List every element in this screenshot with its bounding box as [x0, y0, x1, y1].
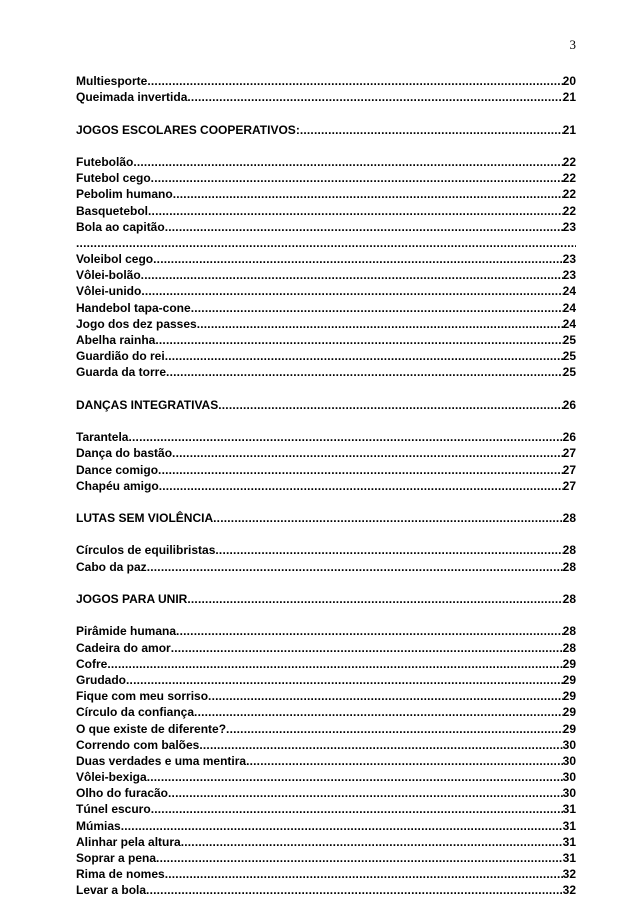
- toc-entry-title: Abelha rainha: [76, 333, 156, 347]
- toc-entry: [76, 73, 576, 89]
- toc-dot-leader: [158, 462, 563, 478]
- toc-section-heading: [76, 510, 576, 526]
- toc-entry-title: Multiesporte: [76, 74, 148, 88]
- toc-dot-leader: [246, 753, 563, 769]
- toc-entry-page: 29: [562, 689, 576, 704]
- toc-entry-title: Chapéu amigo: [76, 478, 159, 493]
- toc-entry: [76, 89, 576, 105]
- toc-entry: [76, 364, 576, 380]
- toc-entry-title: Correndo com balões: [76, 737, 200, 752]
- toc-entry-title: Bola ao capitão: [76, 219, 165, 234]
- toc-entry: [76, 640, 576, 656]
- toc-dot-leader: [147, 559, 563, 575]
- toc-entry-page: 24: [562, 300, 576, 315]
- toc-entry-page: 31: [562, 834, 576, 849]
- toc-entry-title: Cadeira do amor: [76, 640, 171, 655]
- toc-entry-title: Túnel escuro: [76, 802, 151, 817]
- toc-dot-leader: [153, 251, 563, 267]
- toc-entry: [76, 186, 576, 202]
- toc-entry-page: 21: [562, 122, 576, 137]
- toc-entry: [76, 462, 576, 478]
- toc-entry-page: 22: [562, 187, 576, 202]
- toc-entry-title: Olho do furacão: [76, 786, 169, 801]
- toc-dot-leader: [121, 818, 563, 834]
- toc-entry-title: Grudado: [76, 672, 126, 687]
- toc-dot-leader: [187, 89, 562, 105]
- toc-entry: [76, 348, 576, 364]
- toc-entry: [76, 300, 576, 316]
- toc-entry-page: 28: [562, 511, 576, 526]
- toc-entry: [76, 203, 576, 219]
- toc-dot-leader: [176, 623, 563, 639]
- toc-entry: [76, 801, 576, 817]
- toc-entry-title: JOGOS PARA UNIR: [76, 592, 188, 606]
- toc-entry-title: Múmias: [76, 818, 121, 833]
- toc-entry-title: Guarda da torre: [76, 365, 167, 380]
- toc-entry-title: Basquetebol: [76, 203, 149, 218]
- toc-entry-title: Pebolim humano: [76, 187, 173, 202]
- toc-entry-page: 29: [562, 656, 576, 671]
- toc-dot-leader: [107, 656, 562, 672]
- toc-entry-page: 30: [562, 770, 576, 785]
- toc-entry: [76, 542, 576, 558]
- toc-entry-title: Círculos de equilibristas: [76, 543, 216, 558]
- toc-entry-page: 28: [562, 624, 576, 639]
- toc-entry: [76, 769, 576, 785]
- toc-spacer: [76, 105, 576, 121]
- toc-dot-leader: [166, 364, 563, 380]
- toc-entry-page: 31: [562, 851, 576, 865]
- toc-entry: [76, 656, 576, 672]
- toc-dot-leader: [141, 267, 563, 283]
- toc-dot-leader: [208, 688, 563, 704]
- toc-spacer: [76, 575, 576, 591]
- page-number: 3: [569, 37, 576, 52]
- toc-spacer: [76, 413, 576, 429]
- toc-entry-title: Futebolão: [76, 154, 134, 169]
- toc-entry-page: 25: [562, 349, 576, 364]
- toc-entry-title: Soprar a pena: [76, 851, 157, 865]
- toc-dot-leader: [215, 542, 562, 558]
- toc-entry-page: 28: [562, 543, 576, 558]
- toc-entry: [76, 154, 576, 170]
- toc-dot-leader: [300, 122, 563, 138]
- toc-dot-leader: [133, 154, 562, 170]
- toc-entry-title: Dança do bastão: [76, 446, 173, 461]
- toc-dot-leader: [194, 704, 563, 720]
- toc-entry-title: Futebol cego: [76, 171, 151, 186]
- toc-dot-leader: [226, 721, 563, 737]
- toc-dot-leader: [197, 316, 563, 332]
- toc-entry-page: 24: [562, 316, 576, 331]
- toc-dot-leader: [141, 283, 562, 299]
- toc-entry: [76, 672, 576, 688]
- toc-spacer: [76, 494, 576, 510]
- toc-entry-title: LUTAS SEM VIOLÊNCIA: [76, 511, 214, 526]
- toc-dot-leader: [147, 73, 562, 89]
- toc-entry-title: Handebol tapa-cone: [76, 300, 191, 315]
- toc-entry-title: Círculo da confiança: [76, 705, 195, 720]
- toc-entry-page: 30: [562, 737, 576, 752]
- toc-dot-leader: [171, 640, 563, 656]
- toc-dot-leader: [159, 478, 563, 494]
- toc-entry: [76, 737, 576, 753]
- toc-entry-title: Duas verdades e uma mentira: [76, 753, 247, 768]
- toc-entry-page: 27: [562, 478, 576, 493]
- toc-entry-title: Rima de nomes: [76, 867, 165, 882]
- toc-entry-title: Voleibol cego: [76, 252, 154, 267]
- toc-entry-page: 22: [562, 171, 576, 186]
- toc-entry: [76, 785, 576, 801]
- toc-dot-leader: [165, 219, 563, 235]
- toc-entry: [76, 882, 576, 898]
- toc-entry-page: 27: [562, 462, 576, 477]
- toc-entry-page: 22: [562, 203, 576, 218]
- toc-entry: [76, 478, 576, 494]
- toc-entry-page: 30: [562, 753, 576, 768]
- toc-entry-title: Vôlei-bolão: [76, 268, 141, 283]
- toc-dot-leader: [213, 510, 563, 526]
- toc-dot-leader: [128, 429, 562, 445]
- toc-entry-page: 29: [562, 721, 576, 736]
- toc-entry-page: 29: [562, 672, 576, 687]
- toc-entry-page: 26: [562, 430, 576, 445]
- toc-entry: [76, 721, 576, 737]
- toc-entry: [76, 850, 576, 866]
- toc-dot-leader: [199, 737, 562, 753]
- toc-entry-page: 28: [562, 640, 576, 655]
- toc-dot-leader: [181, 834, 563, 850]
- toc-entry-page: 24: [562, 284, 576, 299]
- toc-entry-title: Tarantela: [76, 430, 129, 445]
- toc-spacer: [76, 607, 576, 623]
- toc-dot-leader: [147, 769, 563, 785]
- toc-entry-page: 29: [562, 705, 576, 720]
- toc-entry-page: 23: [562, 219, 576, 234]
- toc-entry-page: 27: [562, 446, 576, 461]
- toc-entry-title: Vôlei-unido: [76, 284, 142, 299]
- toc-entry-title: Jogo dos dez passes: [76, 316, 197, 331]
- toc-entry: [76, 559, 576, 575]
- toc-entry-page: 22: [562, 154, 576, 169]
- toc-dot-leader: [165, 348, 563, 364]
- toc-entry: [76, 688, 576, 704]
- toc-dot-leader: [146, 882, 563, 898]
- toc-entry-page: 28: [562, 592, 576, 606]
- toc-entry-title: O que existe de diferente?: [76, 721, 227, 736]
- toc-entry: [76, 170, 576, 186]
- toc-dot-leader: [191, 300, 563, 316]
- toc-entry: [76, 753, 576, 769]
- toc-entry: [76, 445, 576, 461]
- toc-entry-title: Dance comigo: [76, 462, 159, 477]
- toc-entry-page: 23: [562, 252, 576, 267]
- toc-entry-title: Cofre: [76, 656, 108, 671]
- toc-entry: [76, 219, 576, 235]
- toc-dot-leader: [187, 591, 562, 607]
- toc-entry: [76, 834, 576, 850]
- toc-entry-page: 32: [562, 883, 576, 898]
- toc-dot-leader: [165, 866, 563, 882]
- toc-dot-leader: [151, 170, 563, 186]
- toc-dotted-leader-row: [76, 235, 576, 251]
- toc-dot-leader: [168, 785, 563, 801]
- toc-entry: [76, 704, 576, 720]
- toc-dot-leader: [218, 397, 562, 413]
- toc-entry-title: Queimada invertida: [76, 90, 188, 105]
- toc-spacer: [76, 138, 576, 154]
- toc-dot-leader: [126, 672, 563, 688]
- toc-entry-title: JOGOS ESCOLARES COOPERATIVOS:: [76, 122, 300, 137]
- toc-entry-page: 30: [562, 786, 576, 801]
- toc-dot-leader: [172, 445, 563, 461]
- toc-spacer: [76, 381, 576, 397]
- toc-entry-title: DANÇAS INTEGRATIVAS: [76, 397, 219, 412]
- toc-entry-page: 25: [562, 365, 576, 380]
- toc-entry-page: 25: [562, 333, 576, 347]
- toc-dot-leader: [151, 801, 563, 817]
- toc-entry-title: Pirâmide humana: [76, 624, 177, 639]
- toc-entry: [76, 332, 576, 348]
- toc-spacer: [76, 526, 576, 542]
- toc-section-heading: [76, 397, 576, 413]
- toc-entry: [76, 818, 576, 834]
- toc-entry: [76, 251, 576, 267]
- toc-entry-page: 32: [562, 867, 576, 882]
- toc-entry-title: Fique com meu sorriso: [76, 689, 209, 704]
- table-of-contents: [76, 73, 576, 899]
- toc-entry: [76, 267, 576, 283]
- toc-entry-page: 28: [562, 559, 576, 574]
- toc-entry-title: Vôlei-bexiga: [76, 770, 147, 785]
- toc-dot-leader: [155, 332, 562, 348]
- toc-entry-page: 20: [562, 74, 576, 88]
- toc-entry: [76, 316, 576, 332]
- toc-entry: [76, 429, 576, 445]
- toc-entry-page: 23: [562, 268, 576, 283]
- toc-entry-title: Alinhar pela altura: [76, 834, 181, 849]
- toc-entry-page: 31: [562, 818, 576, 833]
- toc-dot-leader: [76, 235, 576, 251]
- toc-entry-page: 21: [562, 90, 576, 105]
- toc-entry: [76, 623, 576, 639]
- toc-entry-title: Levar a bola: [76, 883, 147, 898]
- toc-entry-title: Cabo da paz: [76, 559, 147, 574]
- toc-dot-leader: [173, 186, 563, 202]
- toc-section-heading: [76, 591, 576, 607]
- toc-entry-page: 31: [562, 802, 576, 817]
- toc-entry-page: 26: [562, 397, 576, 412]
- toc-dot-leader: [148, 203, 563, 219]
- toc-section-heading: [76, 122, 576, 138]
- toc-entry: [76, 866, 576, 882]
- toc-entry: [76, 283, 576, 299]
- toc-entry-title: Guardião do rei: [76, 349, 165, 364]
- toc-dot-leader: [156, 850, 563, 866]
